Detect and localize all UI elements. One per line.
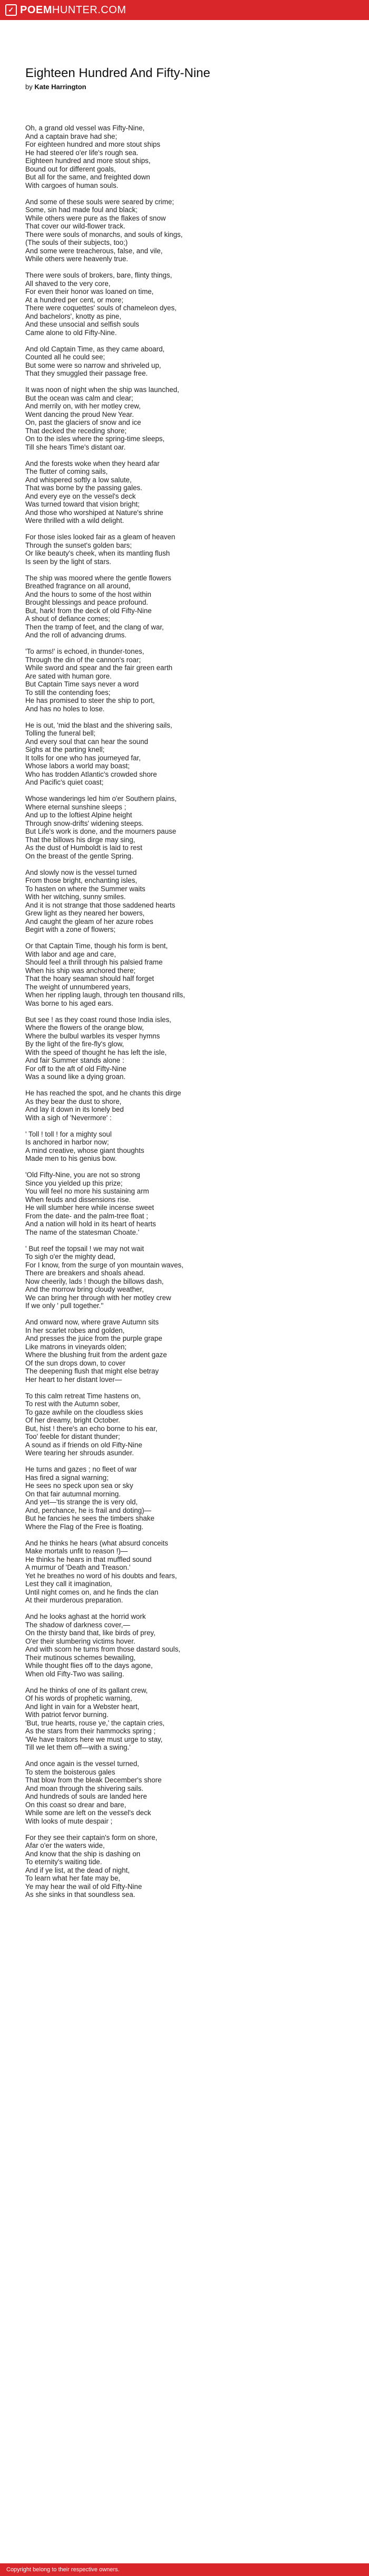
poem-line: To stem the boisterous gales <box>25 1768 115 1776</box>
poem-line: 'Old Fifty-Nine, you are not so strong <box>25 1171 140 1179</box>
poem-line: And bachelors', knotty as pine, <box>25 312 121 320</box>
poem-line: ' But reef the topsail ! we may not wait <box>25 1244 144 1253</box>
poem-line: And some were treacherous, false, and vile, <box>25 246 163 255</box>
poem-line: Was borne to his aged ears. <box>25 999 113 1007</box>
poem-line: Where the bulbul warbles its vesper hymns <box>25 1032 160 1040</box>
poem-line: When her rippling laugh, through ten thousand rills, <box>25 991 185 999</box>
poem-line: That was borne by the passing gales. <box>25 484 142 492</box>
poem-line: There are breakers and shoals ahead. <box>25 1269 145 1277</box>
poem-line: But, hark! from the deck of old Fifty-Nine <box>25 606 152 615</box>
poem-line: With a sigh of 'Nevermore' : <box>25 1113 112 1122</box>
poem-line: On, past the glaciers of snow and ice <box>25 418 141 426</box>
poem-line: Is seen by the light of stars. <box>25 557 112 566</box>
poem-line: He has reached the spot, and he chants this dirge <box>25 1089 181 1097</box>
poem-line: And with scorn he turns from those dastard souls, <box>25 1645 180 1653</box>
poem-line: But all for the same, and freighted down <box>25 173 150 181</box>
poem-line: To still the contending foes; <box>25 688 111 697</box>
poem-stanza <box>25 1016 344 1081</box>
poem-content <box>25 65 344 1907</box>
poem-line: Brought blessings and peace profound. <box>25 598 149 606</box>
poem-line: There were souls of monarchs, and souls of kings, <box>25 230 183 238</box>
poem-line: At a hundred per cent, or more; <box>25 295 124 304</box>
poem-line: Made men to his genius bow. <box>25 1155 117 1162</box>
poem-body <box>25 124 344 1899</box>
poem-line: And hundreds of souls are landed here <box>25 1792 147 1800</box>
poem-line: For those isles looked fair as a gleam of heaven <box>25 533 176 541</box>
poem-line: Till she hears Time's distant oar. <box>25 443 126 451</box>
site-footer <box>0 2563 369 2576</box>
poem-line: Where the flowers of the orange blow, <box>25 1024 144 1032</box>
poem-line: And the morrow bring cloudy weather, <box>25 1285 144 1293</box>
poem-line: To rest with the Autumn sober, <box>25 1400 120 1408</box>
poem-line: And presses the juice from the purple grape <box>25 1334 162 1342</box>
poem-line: Some, sin had made foul and black; <box>25 206 138 214</box>
poem-line: He will slumber here while incense sweet <box>25 1204 154 1211</box>
poem-line: A shout of defiance comes; <box>25 615 110 623</box>
poem-line: And moan through the shivering sails. <box>25 1784 144 1792</box>
poem-line: Were thrilled with a wild delight. <box>25 517 124 524</box>
poem-line: Has fired a signal warning; <box>25 1473 109 1482</box>
poem-line: Went dancing the proud New Year. <box>25 410 134 418</box>
poem-line: Then the tramp of feet, and the clang of war, <box>25 623 164 631</box>
poem-line: He has promised to steer the ship to port, <box>25 697 155 704</box>
poem-line: With looks of mute despair ; <box>25 1817 113 1825</box>
poem-line: And once again is the vessel turned, <box>25 1760 139 1768</box>
poem-line: Eighteen hundred and more stout ships, <box>25 157 151 165</box>
poem-stanza <box>25 1392 344 1457</box>
poem-line: At their murderous preparation. <box>25 1596 123 1604</box>
poem-stanza <box>25 1760 344 1825</box>
poem-line: That decked the receding shore; <box>25 426 127 435</box>
poem-line: In her scarlet robes and golden, <box>25 1326 125 1334</box>
poem-line: (The souls of their subjects, too;) <box>25 238 128 246</box>
poem-line: And he thinks he hears (what absurd conceits <box>25 1539 168 1547</box>
poem-line: Through the din of the cannon's roar; <box>25 655 141 664</box>
poem-line: And Pacific's quiet coast; <box>25 778 104 786</box>
poem-line: Their mutinous schemes bewailing, <box>25 1653 136 1662</box>
poem-line: And if ye list, at the dead of night, <box>25 1866 130 1874</box>
poemhunter-logo-icon: ✓ <box>5 4 17 16</box>
logo-text-poem: POEM <box>20 4 52 16</box>
poem-line: While some are left on the vessel's deck <box>25 1809 151 1817</box>
poem-line: The shadow of darkness cover,— <box>25 1620 130 1629</box>
poem-line: On this coast so drear and bare, <box>25 1800 127 1809</box>
poem-line: That blow from the bleak December's shore <box>25 1776 162 1784</box>
poem-line: Sighs at the parting knell; <box>25 746 105 753</box>
poem-stanza <box>25 1834 344 1899</box>
poem-line: And up to the loftiest Alpine height <box>25 811 132 819</box>
poem-line: And a nation will hold in its heart of hearts <box>25 1220 156 1228</box>
poem-line: A mind creative, whose giant thoughts <box>25 1146 144 1155</box>
poem-line: As the dust of Humboldt is laid to rest <box>25 844 142 852</box>
poem-line: Or that Captain Time, though his form is bent, <box>25 942 168 950</box>
poem-line: And it is not strange that those saddened hearts <box>25 901 176 909</box>
poem-line: Through snow-drifts' widening steeps. <box>25 819 144 827</box>
poem-line: Tolling the funeral bell; <box>25 729 96 737</box>
poem-stanza <box>25 198 344 263</box>
poem-line: As she sinks in that soundless sea. <box>25 1891 135 1898</box>
poem-line: To eternity's waiting tide. <box>25 1858 102 1866</box>
poem-author[interactable]: Kate Harrington <box>34 83 86 91</box>
poem-line: From those bright, enchanting isles, <box>25 876 138 884</box>
poem-line: He turns and gazes ; no fleet of war <box>25 1465 137 1473</box>
poem-line: Was turned toward that vision bright; <box>25 500 140 508</box>
poem-line: To gaze awhile on the cloudless skies <box>25 1408 143 1416</box>
poem-line: Should feel a thrill through his palsied frame <box>25 958 163 966</box>
poem-line: To hasten on where the Summer waits <box>25 884 145 893</box>
poem-line: Make mortals unfit to reason !)— <box>25 1547 128 1555</box>
poem-line: Bound out for different goals, <box>25 165 116 173</box>
poem-line: Where the Flag of the Free is floating. <box>25 1522 144 1531</box>
poem-line: And the hours to some of the host within <box>25 590 151 598</box>
poem-line: When old Fifty-Two was sailing. <box>25 1669 124 1678</box>
poem-line: And lay it down in its lonely bed <box>25 1105 124 1113</box>
poem-line: And has no holes to lose. <box>25 704 105 713</box>
poem-line: It tolls for one who has journeyed far, <box>25 753 141 762</box>
poem-line: You will feel no more his sustaining arm <box>25 1187 149 1195</box>
poem-line: To learn what her fate may be, <box>25 1874 121 1882</box>
poem-line: And he looks aghast at the horrid work <box>25 1613 146 1620</box>
poem-line: Grew light as they neared her bowers, <box>25 909 145 917</box>
poem-line: And yet—'tis strange the is very old, <box>25 1498 138 1506</box>
poem-line: For they see their captain's form on shore, <box>25 1833 158 1842</box>
poem-line: And those who worshiped at Nature's shrine <box>25 508 163 517</box>
poem-line: Her heart to her distant lover— <box>25 1375 122 1384</box>
poem-line: Like matrons in vineyards olden; <box>25 1342 127 1351</box>
poem-line: While others were heavenly true. <box>25 255 129 263</box>
poem-line: The ship was moored where the gentle flowers <box>25 574 171 582</box>
poem-line: Are sated with human gore. <box>25 672 112 680</box>
poem-line: By the light of the fire-fly's glow, <box>25 1040 124 1048</box>
poem-line: Or like beauty's cheek, when its mantling flush <box>25 549 170 557</box>
poem-stanza <box>25 1539 344 1605</box>
poem-line: Who has trodden Atlantic's crowded shore <box>25 770 157 778</box>
poem-line: And the roll of advancing drums. <box>25 631 127 639</box>
poem-stanza <box>25 795 344 860</box>
poem-line: Breathed fragrance on all around, <box>25 582 131 590</box>
poem-line: The name of the statesman Choate.' <box>25 1228 140 1236</box>
poem-line: Now cheerily, lads ! though the billows dash, <box>25 1277 164 1285</box>
poem-line: Since you yielded up this prize; <box>25 1179 123 1187</box>
poem-line: 'But, true hearts, rouse ye,' the captain cries, <box>25 1719 165 1727</box>
poem-line: Came alone to old Fifty-Nine. <box>25 328 117 337</box>
poem-line: Where the blushing fruit from the ardent gaze <box>25 1351 167 1359</box>
poem-line: 'We have traitors here we must urge to stay, <box>25 1735 163 1743</box>
poem-line: But see ! as they coast round those India isles, <box>25 1015 171 1024</box>
poem-line: If we only ' pull together.'' <box>25 1302 104 1310</box>
poem-line: From the date- and the palm-tree float ; <box>25 1211 148 1220</box>
poem-title: Eighteen Hundred And Fifty-Nine <box>25 66 210 80</box>
poem-line: On the thirsty band that, like birds of prey, <box>25 1629 156 1637</box>
poem-line: There were coquettes' souls of chameleon dyes, <box>25 304 177 312</box>
poem-line: Counted all he could see; <box>25 353 105 361</box>
poem-line: That cover our wild-flower track. <box>25 222 125 230</box>
poem-line: Was a sound like a dying groan. <box>25 1073 126 1081</box>
poem-line: And fair Summer stands alone : <box>25 1056 124 1064</box>
poem-line: And a captain brave had she; <box>25 132 118 140</box>
poem-line: With labor and age and care, <box>25 950 116 958</box>
poem-line: The weight of unnumbered years, <box>25 982 131 991</box>
poem-line: The flutter of coming sails, <box>25 468 108 475</box>
poem-line: Were tearing her shrouds asunder. <box>25 1449 134 1457</box>
poem-line: To sigh o'er the mighty dead, <box>25 1253 115 1261</box>
poem-stanza <box>25 942 344 1007</box>
poem-stanza <box>25 1130 344 1163</box>
poem-line: With her witching, sunny smiles. <box>25 893 126 901</box>
poem-line: Lest they call it imagination, <box>25 1580 112 1588</box>
poem-line: While others were pure as the flakes of snow <box>25 214 166 222</box>
poem-stanza <box>25 1089 344 1122</box>
poem-stanza <box>25 574 344 640</box>
poem-line: He sees no speck upon sea or sky <box>25 1482 133 1490</box>
poem-stanza <box>25 345 344 378</box>
poem-line: With patriot fervor burning. <box>25 1711 109 1719</box>
poem-line: For even their honor was loaned on time, <box>25 288 154 295</box>
poem-line: A sound as if friends on old Fifty-Nine <box>25 1440 142 1449</box>
poem-line: For I know, from the surge of yon mountain waves, <box>25 1261 183 1269</box>
poem-line: Ye may hear the wail of old Fifty-Nine <box>25 1882 142 1891</box>
poem-line: There were souls of brokers, bare, flinty things, <box>25 271 172 279</box>
poem-line: And, perchance, he is frail and doting)— <box>25 1506 151 1514</box>
poem-line: And caught the gleam of her azure robes <box>25 917 153 926</box>
poem-line: And onward now, where grave Autumn sits <box>25 1318 159 1326</box>
poem-line: Whose labors a world may boast; <box>25 762 130 770</box>
poem-line: All shaved to the very core, <box>25 279 111 288</box>
poem-stanza <box>25 721 344 787</box>
poem-line: As they bear the dust to shore, <box>25 1097 122 1105</box>
poem-line: And light in vain for a Webster heart, <box>25 1702 140 1711</box>
poem-line: For off to the aft of old Fifty-Nine <box>25 1064 127 1073</box>
poem-line: He is out, 'mid the blast and the shivering sails, <box>25 721 172 729</box>
by-label: by <box>25 83 33 91</box>
poem-line: With cargoes of human souls. <box>25 181 119 189</box>
poem-line: Begirt with a zone of flowers; <box>25 926 116 933</box>
poem-stanza <box>25 1318 344 1384</box>
site-logo[interactable] <box>5 4 126 16</box>
poem-stanza <box>25 1465 344 1531</box>
poem-line: But the ocean was calm and clear; <box>25 394 133 402</box>
poem-line: And every eye on the vessel's deck <box>25 492 136 500</box>
poem-stanza <box>25 460 344 525</box>
poem-line: And he thinks of one of its gallant crew, <box>25 1686 148 1694</box>
poem-line: But he fancies he sees the timbers shake <box>25 1514 154 1522</box>
poem-line: Till we let them off—with a swing.' <box>25 1743 131 1751</box>
poem-stanza <box>25 1613 344 1678</box>
copyright-text: Copyright belong to their respective owners. <box>6 2567 120 2573</box>
poem-line: He thinks he hears in that muffled sound <box>25 1555 152 1563</box>
poem-line: O'er their slumbering victims hover. <box>25 1637 135 1645</box>
poem-line: With the speed of thought he has left the isle, <box>25 1048 167 1056</box>
poem-line: Where eternal sunshine sleeps ; <box>25 803 127 811</box>
poem-line: Is anchored in harbor now; <box>25 1138 109 1146</box>
poem-stanza <box>25 1686 344 1752</box>
poem-line: That the billows his dirge may sing, <box>25 835 135 844</box>
poem-stanza <box>25 533 344 566</box>
poem-stanza <box>25 1245 344 1310</box>
poem-line: And every soul that can hear the sound <box>25 737 149 746</box>
poem-line: He had steered o'er life's rough sea. <box>25 148 139 157</box>
poem-line: When his ship was anchored there; <box>25 966 136 975</box>
poem-stanza <box>25 271 344 337</box>
poem-line: But some were so narrow and shriveled up, <box>25 361 161 369</box>
poem-line: 'To arms!' is echoed, in thunder-tones, <box>25 647 144 655</box>
poem-line: But Life's work is done, and the mourners pause <box>25 827 177 835</box>
poem-line: That the hoary seaman should half forget <box>25 975 154 982</box>
poem-line: But, hist ! there's an echo borne to his ear, <box>25 1424 158 1433</box>
poem-line: When feuds and dissensions rise. <box>25 1195 131 1204</box>
poem-stanza <box>25 124 344 189</box>
poem-line: And old Captain Time, as they came aboard, <box>25 345 165 353</box>
poem-line: And merrily on, with her motley crew, <box>25 402 141 410</box>
poem-byline <box>25 82 344 91</box>
poem-stanza <box>25 869 344 934</box>
poem-line: While sword and spear and the fair green earth <box>25 664 173 672</box>
poem-line: Too' feeble for distant thunder; <box>25 1433 120 1440</box>
poem-stanza <box>25 386 344 451</box>
poem-line: On to the isles where the spring-time sleeps, <box>25 435 165 443</box>
logo-text-hunter: HUNTER.COM <box>52 4 127 16</box>
poem-line: We can bring her through with her motley crew <box>25 1293 171 1302</box>
poem-line: As the stars from their hammocks spring ; <box>25 1727 156 1735</box>
poem-stanza <box>25 1171 344 1236</box>
poem-line: ' Toll ! toll ! for a mighty soul <box>25 1130 112 1138</box>
poem-line: And these unsocial and selfish souls <box>25 320 139 328</box>
poem-line: And whispered softly a low salute, <box>25 475 132 484</box>
poem-line: Of her dreamy, bright October. <box>25 1416 120 1424</box>
poem-line: On that fair autumnal morning. <box>25 1490 121 1498</box>
poem-line: It was noon of night when the ship was launched, <box>25 386 179 394</box>
poem-line: On the breast of the gentle Spring. <box>25 852 133 860</box>
poem-line: But Captain Time says never a word <box>25 680 139 688</box>
poem-line: A murmur of 'Death and Treason.' <box>25 1563 131 1571</box>
poem-line: Yet he breathes no word of his doubts and fears, <box>25 1571 177 1580</box>
site-header <box>0 0 369 20</box>
poem-line: And slowly now is the vessel turned <box>25 868 137 876</box>
poem-line: Of the sun drops down, to cover <box>25 1359 125 1367</box>
poem-line: Oh, a grand old vessel was Fifty-Nine, <box>25 124 145 132</box>
poem-stanza <box>25 647 344 713</box>
poem-line: Until night comes on, and he finds the clan <box>25 1588 159 1596</box>
poem-line: Of his words of prophetic warning, <box>25 1694 132 1702</box>
poem-line: And some of these souls were seared by crime; <box>25 197 174 206</box>
poem-line: For eighteen hundred and more stout ships <box>25 140 161 148</box>
poem-line: That they smuggled their passage free. <box>25 369 148 377</box>
poem-line: To this calm retreat Time hastens on, <box>25 1391 141 1400</box>
poem-line: And know that the ship is dashing on <box>25 1849 141 1858</box>
poem-line: Whose wanderings led him o'er Southern plains, <box>25 795 177 803</box>
poem-line: And the forests woke when they heard afar <box>25 459 160 468</box>
poem-line: Afar o'er the waters wide, <box>25 1842 105 1849</box>
poem-line: The deepening flush that might else betray <box>25 1367 159 1375</box>
poem-line: While thought flies off to the days agone, <box>25 1662 153 1669</box>
poem-line: Through the sunset's golden bars; <box>25 541 132 549</box>
